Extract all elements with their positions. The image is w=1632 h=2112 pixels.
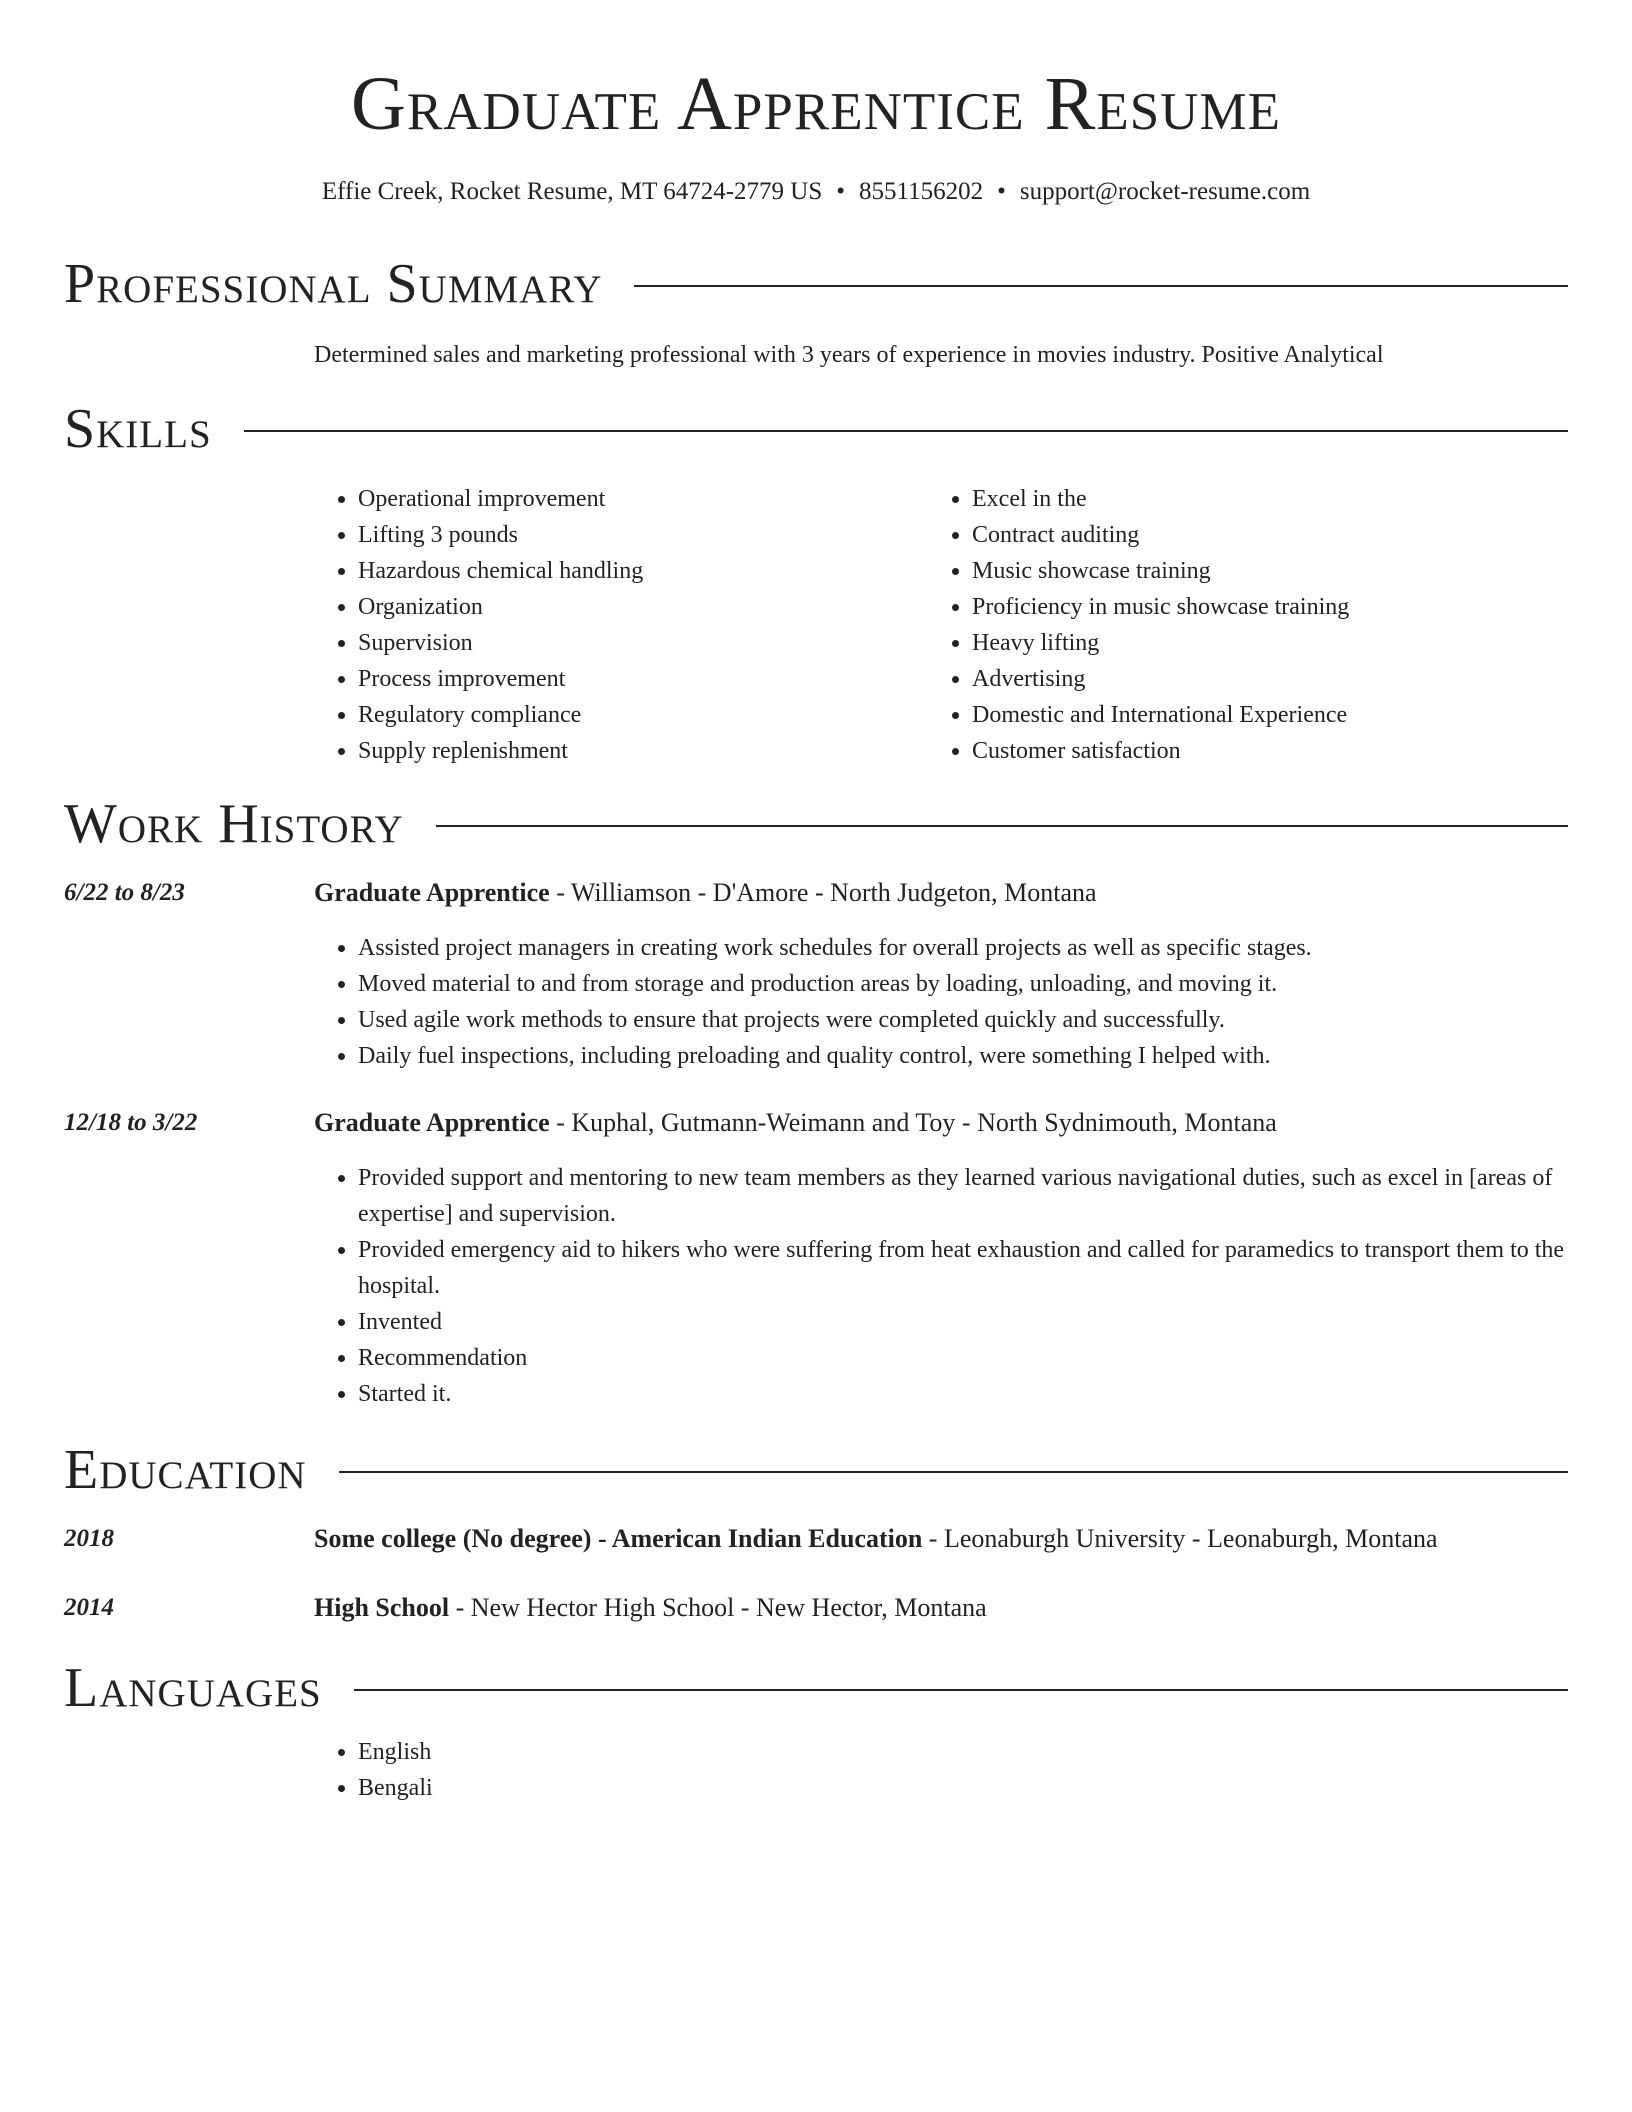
skill-item: • Organization [358,589,643,625]
separator-dot: • [997,178,1006,205]
education-entry [314,1589,987,1627]
section-divider [339,1471,1568,1473]
skills-list [928,481,1349,769]
skill-item: • Customer satisfaction [972,733,1349,769]
education-school: - New Hector High School - New Hector, Montana [449,1593,987,1622]
section-languages-heading [64,1656,1568,1720]
phone: 8551156202 [859,178,984,205]
separator-dot: • [836,178,845,205]
skills-list [314,481,643,769]
job-duties [314,1160,1568,1412]
duty-item: • Daily fuel inspections, including preloading and quality control, were something I helped with. [358,1038,1568,1074]
education-degree: High School [314,1593,450,1622]
duties-list [314,930,1568,1074]
contact-line [0,172,1632,212]
language-item: • Bengali [358,1770,1568,1806]
section-title: Professional Summary [64,253,603,315]
skills-column-right [928,481,1349,769]
duty-item: • Started it. [358,1376,1568,1412]
skill-item: • Hazardous chemical handling [358,553,643,589]
education-year: 2014 [64,1594,114,1621]
languages-block [314,1734,1568,1806]
duty-item: • Invented [358,1304,1568,1340]
job-heading [314,1104,1277,1142]
skill-item: • Process improvement [358,661,643,697]
job-dates: 6/22 to 8/23 [64,879,185,906]
duty-item: • Provided support and mentoring to new team members as they learned various navigational duties, such as excel in [areas of expertise] and supervision. [358,1160,1568,1232]
skill-item: • Lifting 3 pounds [358,517,643,553]
job-duties [314,930,1568,1074]
section-divider [244,430,1568,432]
skill-item: • Advertising [972,661,1349,697]
section-skills-heading [64,397,1568,461]
skill-item: • Operational improvement [358,481,643,517]
job-title: Graduate Apprentice [314,1108,550,1137]
education-entry [314,1520,1438,1558]
address: Effie Creek, Rocket Resume, MT 64724-2779 US [321,178,823,205]
job-employer: - Kuphal, Gutmann-Weimann and Toy - North Sydnimouth, Montana [549,1108,1277,1137]
section-title: Work History [64,793,404,855]
section-education-heading [64,1438,1568,1502]
section-title: Education [64,1439,307,1501]
skill-item: • Proficiency in music showcase training [972,589,1349,625]
duty-item: • Provided emergency aid to hikers who were suffering from heat exhaustion and called for paramedics to transport them to the hospital. [358,1232,1568,1304]
section-work-heading [64,792,1568,856]
section-title: Skills [64,398,212,460]
skill-item: • Supply replenishment [358,733,643,769]
skill-item: • Excel in the [972,481,1349,517]
duty-item: • Recommendation [358,1340,1568,1376]
job-employer: - Williamson - D'Amore - North Judgeton, Montana [549,878,1097,907]
language-item: • English [358,1734,1568,1770]
email: support@rocket-resume.com [1019,178,1311,205]
job-dates: 12/18 to 3/22 [64,1109,198,1136]
skill-item: • Supervision [358,625,643,661]
section-divider [354,1689,1568,1691]
skills-column-left [314,481,643,769]
languages-list [314,1734,1568,1806]
skill-item: • Regulatory compliance [358,697,643,733]
summary-text: Determined sales and marketing professional with 3 years of experience in movies industry. Positive Analytical [314,342,1384,368]
skill-item: • Heavy lifting [972,625,1349,661]
skill-item: • Domestic and International Experience [972,697,1349,733]
education-degree: Some college (No degree) - American Indian Education [314,1524,923,1553]
education-year: 2018 [64,1525,114,1552]
section-divider [634,285,1568,287]
duty-item: • Assisted project managers in creating work schedules for overall projects as well as specific stages. [358,930,1568,966]
section-divider [436,825,1568,827]
resume-title: Graduate Apprentice Resume [351,62,1281,146]
duty-item: • Moved material to and from storage and production areas by loading, unloading, and moving it. [358,966,1568,1002]
education-school: - Leonaburgh University - Leonaburgh, Montana [922,1524,1438,1553]
skill-item: • Music showcase training [972,553,1349,589]
job-title: Graduate Apprentice [314,878,550,907]
duty-item: • Used agile work methods to ensure that projects were completed quickly and successfully. [358,1002,1568,1038]
section-summary-heading [64,252,1568,316]
section-title: Languages [64,1657,322,1719]
duties-list [314,1160,1568,1412]
skill-item: • Contract auditing [972,517,1349,553]
job-heading [314,874,1097,912]
